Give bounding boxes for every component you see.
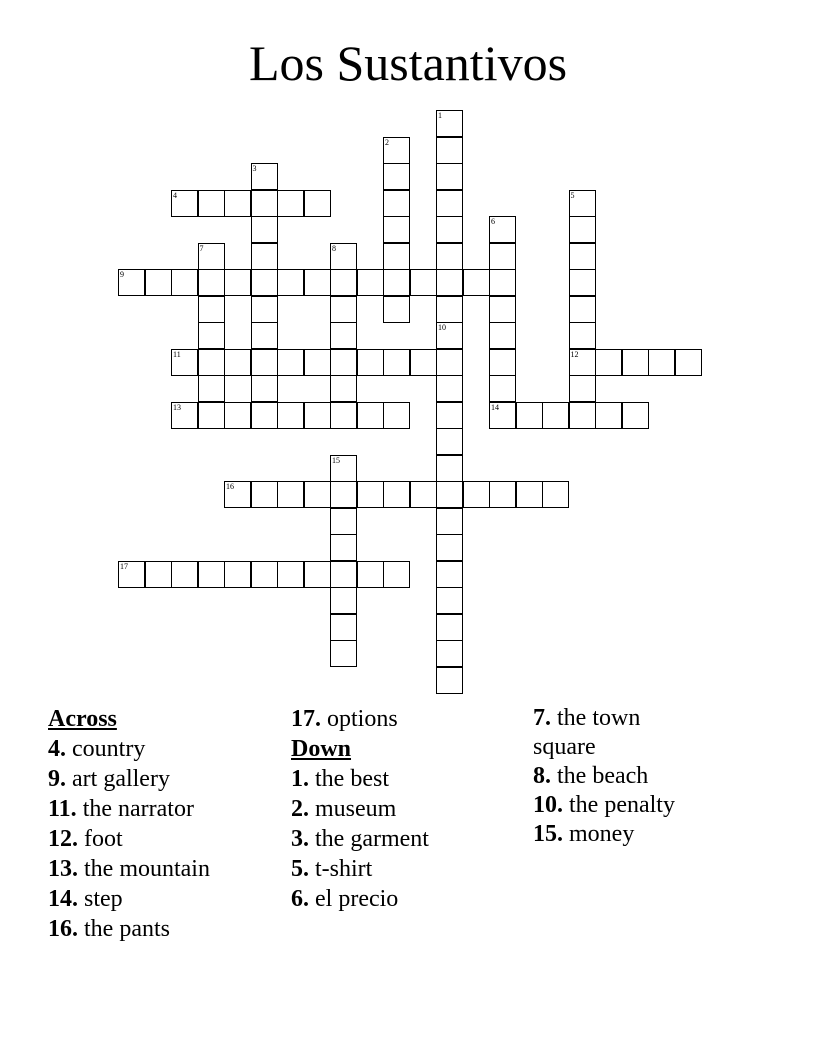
grid-cell[interactable] bbox=[330, 508, 357, 535]
clue-text: country bbox=[72, 736, 146, 762]
grid-cell[interactable] bbox=[251, 322, 278, 349]
grid-cell[interactable] bbox=[436, 667, 463, 694]
grid-cell[interactable] bbox=[118, 561, 145, 588]
grid-cell[interactable] bbox=[251, 216, 278, 243]
across-heading: Across bbox=[48, 706, 117, 732]
grid-cell[interactable] bbox=[198, 269, 225, 296]
grid-cell[interactable] bbox=[251, 243, 278, 270]
grid-cell[interactable] bbox=[251, 375, 278, 402]
cell-number: 5 bbox=[570, 190, 575, 200]
grid-cell[interactable] bbox=[436, 322, 463, 349]
clue-down-2 bbox=[291, 794, 527, 824]
cell-number: 14 bbox=[491, 402, 499, 412]
clue-number: 17. bbox=[291, 706, 321, 732]
grid-cell[interactable] bbox=[357, 481, 384, 508]
grid-cell[interactable] bbox=[436, 216, 463, 243]
grid-cell[interactable] bbox=[489, 375, 516, 402]
grid-cell[interactable] bbox=[622, 349, 649, 376]
clue-number: 6. bbox=[291, 886, 309, 912]
grid-cell[interactable] bbox=[304, 402, 331, 429]
clue-number: 16. bbox=[48, 916, 78, 942]
grid-cell[interactable] bbox=[516, 402, 543, 429]
grid-cell[interactable] bbox=[277, 561, 304, 588]
cell-number: 9 bbox=[120, 270, 124, 279]
clue-number: 10. bbox=[533, 792, 563, 818]
grid-cell[interactable] bbox=[569, 190, 596, 217]
cell-number: 13 bbox=[173, 402, 181, 412]
clue-across-12 bbox=[48, 824, 284, 854]
clue-text: the narrator bbox=[82, 796, 194, 822]
grid-cell[interactable] bbox=[436, 508, 463, 535]
grid-cell[interactable] bbox=[330, 614, 357, 641]
clue-column-3 bbox=[533, 704, 703, 849]
grid-cell[interactable] bbox=[383, 296, 410, 323]
clue-number: 5. bbox=[291, 856, 309, 882]
grid-cell[interactable] bbox=[648, 349, 675, 376]
grid-cell[interactable] bbox=[304, 269, 331, 296]
clue-across-14 bbox=[48, 884, 284, 914]
clue-across-9 bbox=[48, 764, 284, 794]
grid-cell[interactable] bbox=[675, 349, 702, 376]
grid-cell[interactable] bbox=[436, 402, 463, 429]
grid-cell[interactable] bbox=[304, 190, 331, 217]
grid-cell[interactable] bbox=[171, 402, 198, 429]
clue-text: step bbox=[84, 886, 123, 912]
grid-cell[interactable] bbox=[330, 349, 357, 376]
grid-cell[interactable] bbox=[489, 402, 516, 429]
grid-cell[interactable] bbox=[330, 561, 357, 588]
grid-cell[interactable] bbox=[436, 455, 463, 482]
grid-cell[interactable] bbox=[251, 163, 278, 190]
down-heading: Down bbox=[291, 736, 352, 762]
grid-cell[interactable] bbox=[569, 322, 596, 349]
grid-cell[interactable] bbox=[251, 402, 278, 429]
grid-cell[interactable] bbox=[569, 269, 596, 296]
grid-cell[interactable] bbox=[330, 269, 357, 296]
clue-number: 15. bbox=[533, 821, 563, 847]
grid-cell[interactable] bbox=[436, 428, 463, 455]
grid-cell[interactable] bbox=[436, 243, 463, 270]
clue-down-7 bbox=[533, 704, 703, 762]
grid-cell[interactable] bbox=[357, 349, 384, 376]
grid-cell[interactable] bbox=[383, 481, 410, 508]
grid-cell[interactable] bbox=[330, 534, 357, 561]
grid-cell[interactable] bbox=[463, 269, 490, 296]
grid-cell[interactable] bbox=[569, 243, 596, 270]
grid-cell[interactable] bbox=[224, 402, 251, 429]
grid-cell[interactable] bbox=[489, 243, 516, 270]
grid-cell[interactable] bbox=[542, 402, 569, 429]
grid-cell[interactable] bbox=[436, 587, 463, 614]
grid-cell[interactable] bbox=[171, 349, 198, 376]
clue-number: 4. bbox=[48, 736, 66, 762]
clue-column-1 bbox=[48, 704, 284, 944]
clue-text: museum bbox=[315, 796, 397, 822]
cell-number: 2 bbox=[385, 137, 389, 147]
grid-cell[interactable] bbox=[436, 614, 463, 641]
grid-cell[interactable] bbox=[489, 481, 516, 508]
grid-cell[interactable] bbox=[277, 269, 304, 296]
clue-down-8 bbox=[533, 762, 703, 791]
grid-cell[interactable] bbox=[357, 561, 384, 588]
grid-cell[interactable] bbox=[171, 190, 198, 217]
cell-number: 11 bbox=[173, 349, 181, 359]
grid-cell[interactable] bbox=[569, 402, 596, 429]
grid-cell[interactable] bbox=[516, 481, 543, 508]
clue-number: 8. bbox=[533, 763, 551, 789]
clue-across-4 bbox=[48, 734, 284, 764]
grid-cell[interactable] bbox=[224, 349, 251, 376]
cell-number: 12 bbox=[570, 349, 579, 359]
grid-cell[interactable] bbox=[436, 534, 463, 561]
grid-cell[interactable] bbox=[569, 216, 596, 243]
clue-text: the pants bbox=[84, 916, 170, 942]
grid-cell[interactable] bbox=[330, 322, 357, 349]
grid-cell[interactable] bbox=[569, 296, 596, 323]
clue-down-6 bbox=[291, 884, 527, 914]
grid-cell[interactable] bbox=[198, 561, 225, 588]
clue-across-11 bbox=[48, 794, 284, 824]
grid-cell[interactable] bbox=[277, 481, 304, 508]
clue-text: the best bbox=[315, 766, 389, 792]
cell-number: 6 bbox=[491, 217, 495, 226]
grid-cell[interactable] bbox=[383, 137, 410, 164]
grid-cell[interactable] bbox=[542, 481, 569, 508]
grid-cell[interactable] bbox=[330, 402, 357, 429]
grid-cell[interactable] bbox=[251, 269, 278, 296]
grid-cell[interactable] bbox=[383, 243, 410, 270]
grid-cell[interactable] bbox=[410, 349, 437, 376]
grid-cell[interactable] bbox=[251, 190, 278, 217]
grid-cell[interactable] bbox=[277, 402, 304, 429]
cell-number: 3 bbox=[252, 164, 257, 173]
grid-cell[interactable] bbox=[569, 349, 596, 376]
grid-cell[interactable] bbox=[198, 322, 225, 349]
grid-cell[interactable] bbox=[436, 163, 463, 190]
grid-cell[interactable] bbox=[198, 375, 225, 402]
grid-cell[interactable] bbox=[489, 296, 516, 323]
grid-cell[interactable] bbox=[489, 269, 516, 296]
clue-down-3 bbox=[291, 824, 527, 854]
clue-number: 1. bbox=[291, 766, 309, 792]
grid-cell[interactable] bbox=[171, 269, 198, 296]
clue-number: 3. bbox=[291, 826, 309, 852]
grid-cell[interactable] bbox=[436, 481, 463, 508]
grid-cell[interactable] bbox=[463, 481, 490, 508]
grid-cell[interactable] bbox=[436, 137, 463, 164]
grid-cell[interactable] bbox=[383, 349, 410, 376]
grid-cell[interactable] bbox=[224, 269, 251, 296]
clue-number: 13. bbox=[48, 856, 78, 882]
grid-cell[interactable] bbox=[251, 481, 278, 508]
cell-number: 8 bbox=[332, 243, 336, 253]
grid-cell[interactable] bbox=[436, 375, 463, 402]
grid-cell[interactable] bbox=[436, 296, 463, 323]
grid-cell[interactable] bbox=[330, 640, 357, 667]
grid-cell[interactable] bbox=[198, 349, 225, 376]
clue-number: 14. bbox=[48, 886, 78, 912]
cell-number: 7 bbox=[199, 243, 204, 253]
cell-number: 4 bbox=[173, 190, 177, 200]
grid-cell[interactable] bbox=[436, 561, 463, 588]
clue-number: 7. bbox=[533, 705, 551, 731]
clue-text: the mountain bbox=[84, 856, 210, 882]
clue-text: money bbox=[569, 821, 635, 847]
grid-cell[interactable] bbox=[383, 216, 410, 243]
grid-cell[interactable] bbox=[171, 561, 198, 588]
clue-text: the penalty bbox=[569, 792, 675, 818]
grid-cell[interactable] bbox=[357, 402, 384, 429]
grid-cell[interactable] bbox=[330, 296, 357, 323]
grid-cell[interactable] bbox=[330, 243, 357, 270]
clue-across-16 bbox=[48, 914, 284, 944]
clue-down-15 bbox=[533, 820, 703, 849]
clue-number: 9. bbox=[48, 766, 66, 792]
clue-text: el precio bbox=[315, 886, 399, 912]
clue-text: art gallery bbox=[72, 766, 170, 792]
grid-cell[interactable] bbox=[277, 190, 304, 217]
grid-cell[interactable] bbox=[251, 349, 278, 376]
grid-cell[interactable] bbox=[410, 269, 437, 296]
grid-cell[interactable] bbox=[198, 296, 225, 323]
grid-cell[interactable] bbox=[330, 375, 357, 402]
clue-text: the garment bbox=[315, 826, 429, 852]
grid-cell[interactable] bbox=[118, 269, 145, 296]
grid-cell[interactable] bbox=[436, 269, 463, 296]
cell-number: 15 bbox=[332, 455, 340, 465]
cell-number: 17 bbox=[120, 561, 128, 571]
clue-number: 12. bbox=[48, 826, 78, 852]
grid-cell[interactable] bbox=[304, 481, 331, 508]
grid-cell[interactable] bbox=[304, 349, 331, 376]
grid-cell[interactable] bbox=[224, 481, 251, 508]
grid-cell[interactable] bbox=[357, 269, 384, 296]
grid-cell[interactable] bbox=[383, 269, 410, 296]
grid-cell[interactable] bbox=[383, 561, 410, 588]
cell-number: 1 bbox=[438, 111, 442, 120]
grid-cell[interactable] bbox=[569, 375, 596, 402]
cell-number: 10 bbox=[438, 323, 446, 332]
grid-cell[interactable] bbox=[383, 163, 410, 190]
clue-text: t-shirt bbox=[315, 856, 373, 882]
grid-cell[interactable] bbox=[330, 481, 357, 508]
grid-cell[interactable] bbox=[198, 190, 225, 217]
grid-cell[interactable] bbox=[489, 349, 516, 376]
clue-down-10 bbox=[533, 791, 703, 820]
clue-text: the town square bbox=[533, 705, 641, 760]
grid-cell[interactable] bbox=[145, 269, 172, 296]
grid-cell[interactable] bbox=[383, 190, 410, 217]
grid-cell[interactable] bbox=[410, 481, 437, 508]
grid-cell[interactable] bbox=[595, 402, 622, 429]
clue-across-13 bbox=[48, 854, 284, 884]
grid-cell[interactable] bbox=[304, 561, 331, 588]
page-title: Los Sustantivos bbox=[248, 35, 568, 91]
grid-cell[interactable] bbox=[198, 402, 225, 429]
grid-cell[interactable] bbox=[145, 561, 172, 588]
grid-cell[interactable] bbox=[489, 322, 516, 349]
grid-cell[interactable] bbox=[224, 190, 251, 217]
grid-cell[interactable] bbox=[489, 216, 516, 243]
clue-number: 11. bbox=[48, 796, 77, 822]
grid-cell[interactable] bbox=[251, 296, 278, 323]
grid-cell[interactable] bbox=[383, 402, 410, 429]
clue-down-5 bbox=[291, 854, 527, 884]
clue-column-2 bbox=[291, 704, 527, 914]
grid-cell[interactable] bbox=[622, 402, 649, 429]
grid-cell[interactable] bbox=[277, 349, 304, 376]
grid-cell[interactable] bbox=[330, 455, 357, 482]
grid-cell[interactable] bbox=[436, 110, 463, 137]
cell-number: 16 bbox=[226, 482, 234, 491]
clue-text: options bbox=[327, 706, 398, 732]
grid-cell[interactable] bbox=[198, 243, 225, 270]
grid-cell[interactable] bbox=[330, 587, 357, 614]
grid-cell[interactable] bbox=[436, 190, 463, 217]
clue-down-1 bbox=[291, 764, 527, 794]
clue-text: the beach bbox=[557, 763, 649, 789]
grid-cell[interactable] bbox=[251, 561, 278, 588]
grid-cell[interactable] bbox=[224, 561, 251, 588]
clue-across-17 bbox=[291, 704, 527, 734]
clue-number: 2. bbox=[291, 796, 309, 822]
grid-cell[interactable] bbox=[436, 349, 463, 376]
grid-cell[interactable] bbox=[436, 640, 463, 667]
clue-text: foot bbox=[84, 826, 123, 852]
grid-cell[interactable] bbox=[595, 349, 622, 376]
